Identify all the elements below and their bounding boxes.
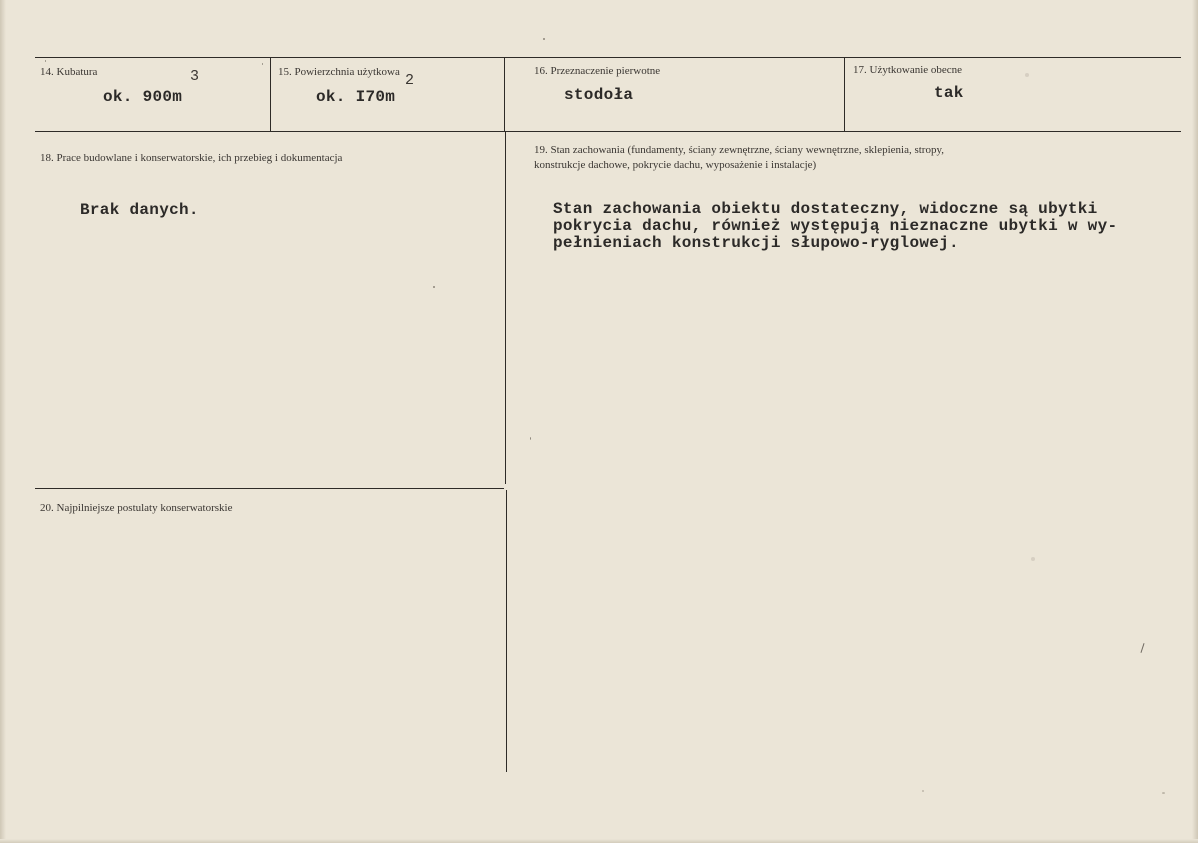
rule-row1-bottom (35, 131, 1181, 132)
stan-zachowania-line-1: Stan zachowania obiektu dostateczny, widoczne są ubytki (553, 200, 1098, 218)
powierzchnia-value: ok. I70m (316, 88, 396, 106)
paper-speck (530, 437, 531, 440)
prace-budowlane-label: 18. Prace budowlane i konserwatorskie, ich przebieg i dokumentacja (40, 152, 343, 164)
stan-zachowania-line-2: pokrycia dachu, również występują nieznaczne ubytki w wy- (553, 217, 1118, 235)
kubatura-label: 14. Kubatura (40, 66, 98, 78)
kubatura-unit-superscript: 3 (190, 68, 200, 85)
stan-zachowania-line-3: pełnieniach konstrukcji słupowo-ryglowej. (553, 234, 959, 252)
rule-col-20-19 (506, 490, 507, 772)
przeznaczenie-label: 16. Przeznaczenie pierwotne (534, 65, 661, 77)
postulaty-label: 20. Najpilniejsze postulaty konserwatorskie (40, 502, 233, 514)
kubatura-value: ok. 900m (103, 88, 183, 106)
paper-speck (1031, 557, 1035, 561)
powierzchnia-label: 15. Powierzchnia użytkowa (278, 66, 400, 78)
prace-budowlane-value: Brak danych. (80, 201, 199, 219)
rule-row2-split (35, 488, 504, 489)
paper-speck (433, 286, 435, 288)
pen-mark (1140, 643, 1144, 653)
rule-col-18-19 (505, 132, 506, 484)
rule-col-14-15 (270, 58, 271, 131)
rule-top (35, 57, 1181, 58)
card-edge-left (0, 0, 6, 843)
paper-speck (543, 38, 545, 40)
przeznaczenie-value: stodoła (564, 86, 634, 104)
paper-speck (45, 60, 46, 62)
powierzchnia-unit-superscript: 2 (405, 72, 415, 89)
rule-col-16-17 (844, 58, 845, 131)
paper-speck (262, 63, 263, 65)
stan-zachowania-label-line1: 19. Stan zachowania (fundamenty, ściany zewnętrzne, ściany wewnętrzne, sklepienia, stropy, (534, 144, 945, 156)
uzytkowanie-value: tak (934, 84, 964, 102)
rule-col-15-16 (504, 58, 505, 131)
card-edge-bottom (0, 839, 1198, 843)
paper-speck (1025, 73, 1029, 77)
paper-speck (1162, 792, 1165, 794)
card-edge-right (1192, 0, 1198, 843)
stan-zachowania-label-line2: konstrukcje dachowe, pokrycie dachu, wyposażenie i instalacje) (534, 159, 817, 171)
paper-speck (922, 790, 924, 792)
uzytkowanie-label: 17. Użytkowanie obecne (853, 64, 963, 76)
